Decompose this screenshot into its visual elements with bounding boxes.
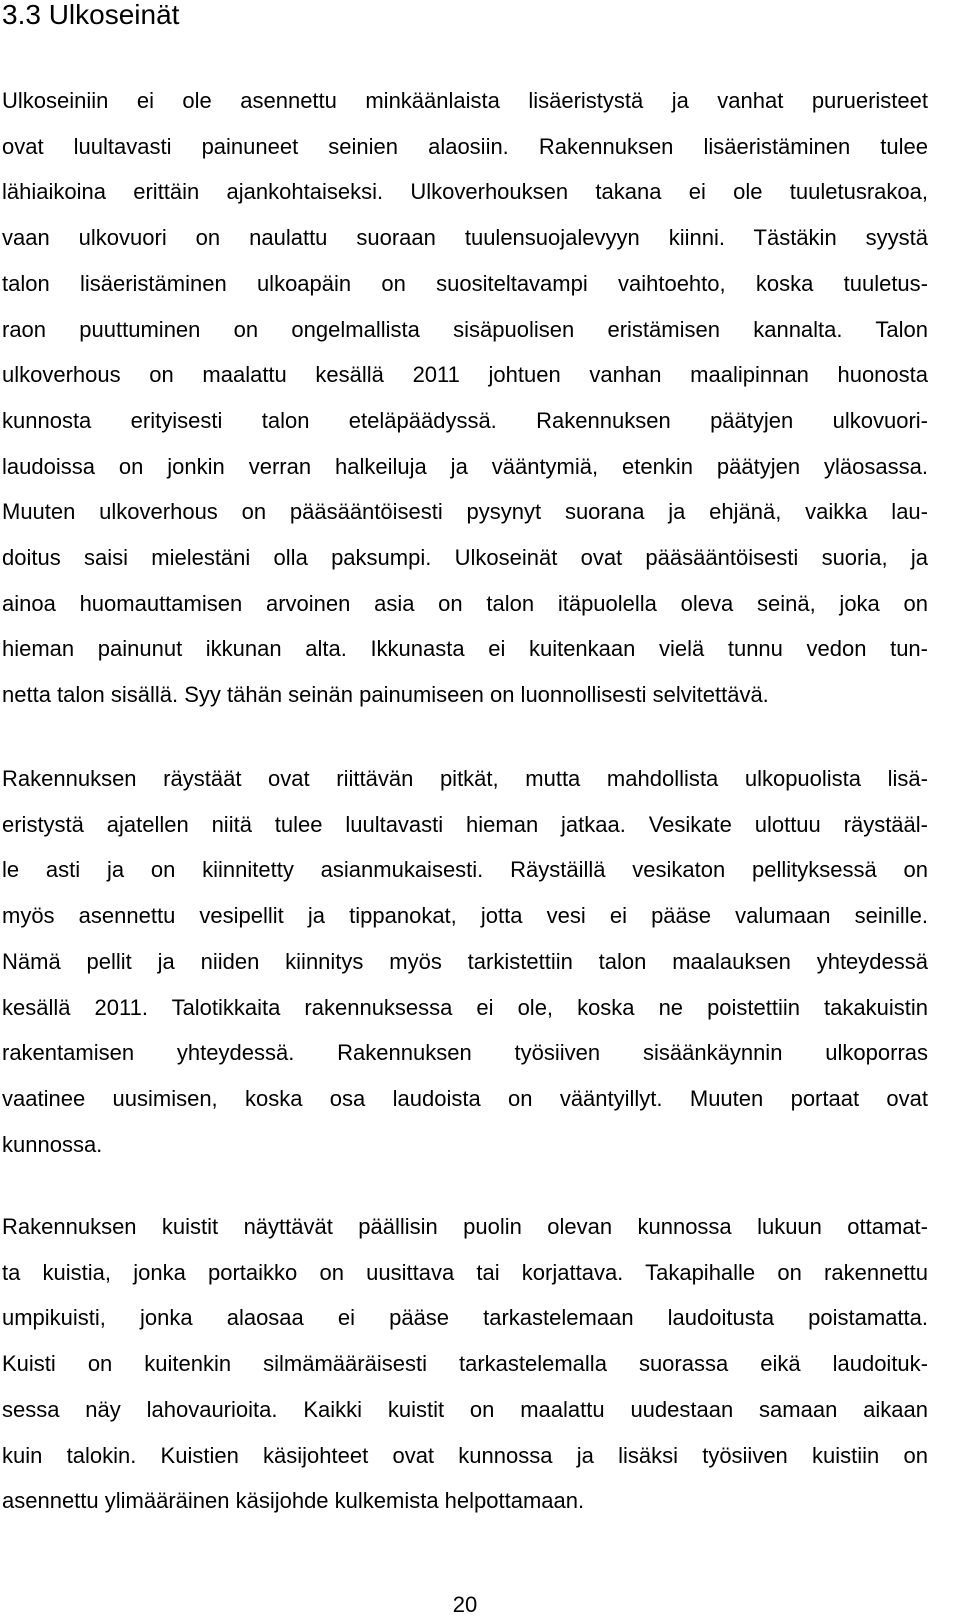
paragraph-line: le asti ja on kiinnitetty asianmukaisesti. Räystäillä vesikaton pellityksessä on — [2, 857, 928, 882]
page-number: 20 — [452, 1592, 478, 1617]
paragraph-line: kunnosta erityisesti talon eteläpäädyssä. Rakennuksen päätyjen ulkovuori- — [2, 408, 928, 433]
paragraph-line: kunnossa. — [2, 1132, 103, 1157]
paragraph-line: talon lisäeristäminen ulkoapäin on suositeltavampi vaihtoehto, koska tuuletus- — [2, 271, 928, 296]
paragraph-line: umpikuisti, jonka alaosaa ei pääse tarkastelemaan laudoitusta poistamatta. — [2, 1305, 928, 1330]
paragraph-line: vaan ulkovuori on naulattu suoraan tuulensuojalevyyn kiinni. Tästäkin syystä — [2, 225, 928, 250]
paragraph-line: ta kuistia, jonka portaikko on uusittava tai korjattava. Takapihalle on rakennettu — [2, 1260, 928, 1285]
paragraph-line: netta talon sisällä. Syy tähän seinän painumiseen on luonnollisesti selvitettävä. — [2, 682, 769, 707]
paragraph-line: Ulkoseiniin ei ole asennettu minkäänlaista lisäeristystä ja vanhat purueristeet — [2, 88, 928, 113]
paragraph-line: kesällä 2011. Talotikkaita rakennuksessa ei ole, koska ne poistettiin takakuistin — [2, 995, 928, 1020]
paragraph-line: eristystä ajatellen niitä tulee luultavasti hieman jatkaa. Vesikate ulottuu räystääl- — [2, 812, 928, 837]
paragraph-line: myös asennettu vesipellit ja tippanokat, jotta vesi ei pääse valumaan seinille. — [2, 903, 928, 928]
paragraph-line: Kuisti on kuitenkin silmämääräisesti tarkastelemalla suorassa eikä laudoituk- — [2, 1351, 928, 1376]
paragraph-line: raon puuttuminen on ongelmallista sisäpuolisen eristämisen kannalta. Talon — [2, 317, 928, 342]
paragraph-line: lähiaikoina erittäin ajankohtaiseksi. Ulkoverhouksen takana ei ole tuuletusrakoa, — [2, 179, 928, 204]
paragraph-line: Rakennuksen räystäät ovat riittävän pitkät, mutta mahdollista ulkopuolista lisä- — [2, 766, 928, 791]
paragraph-line: hieman painunut ikkunan alta. Ikkunasta ei kuitenkaan vielä tunnu vedon tun- — [2, 636, 928, 661]
paragraph-line: ovat luultavasti painuneet seinien alaosiin. Rakennuksen lisäeristäminen tulee — [2, 134, 928, 159]
paragraph-line: ainoa huomauttamisen arvoinen asia on talon itäpuolella oleva seinä, joka on — [2, 591, 928, 616]
paragraph-line: asennettu ylimääräinen käsijohde kulkemista helpottamaan. — [2, 1488, 585, 1513]
paragraph-line: Rakennuksen kuistit näyttävät päällisin puolin olevan kunnossa lukuun ottamat- — [2, 1214, 928, 1239]
paragraph-line: Nämä pellit ja niiden kiinnitys myös tarkistettiin talon maalauksen yhteydessä — [2, 949, 928, 974]
paragraph-line: doitus saisi mielestäni olla paksumpi. Ulkoseinät ovat pääsääntöisesti suoria, ja — [2, 545, 928, 570]
section-heading: 3.3 Ulkoseinät — [2, 0, 180, 30]
paragraph-line: kuin talokin. Kuistien käsijohteet ovat kunnossa ja lisäksi työsiiven kuistiin on — [2, 1443, 928, 1468]
paragraph-line: laudoissa on jonkin verran halkeiluja ja vääntymiä, etenkin päätyjen yläosassa. — [2, 454, 928, 479]
paragraph-line: vaatinee uusimisen, koska osa laudoista on vääntyillyt. Muuten portaat ovat — [2, 1086, 928, 1111]
paragraph-line: rakentamisen yhteydessä. Rakennuksen työsiiven sisäänkäynnin ulkoporras — [2, 1040, 928, 1065]
paragraph-line: sessa näy lahovaurioita. Kaikki kuistit on maalattu uudestaan samaan aikaan — [2, 1397, 928, 1422]
paragraph-line: ulkoverhous on maalattu kesällä 2011 johtuen vanhan maalipinnan huonosta — [2, 362, 928, 387]
paragraph-line: Muuten ulkoverhous on pääsääntöisesti pysynyt suorana ja ehjänä, vaikka lau- — [2, 499, 928, 524]
